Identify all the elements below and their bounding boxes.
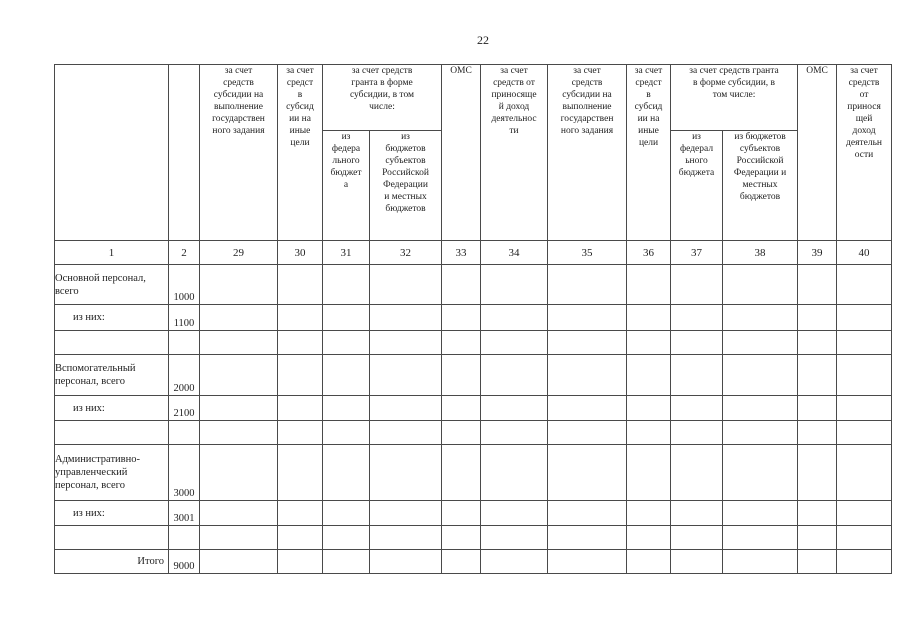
data-cell [481,305,548,331]
column-number: 34 [481,241,548,265]
data-cell [323,305,370,331]
data-cell [442,355,481,396]
data-cell [442,331,481,355]
row-code: 1000 [169,265,200,305]
data-cell [548,445,627,501]
data-cell [548,355,627,396]
data-cell [278,331,323,355]
data-cell [481,421,548,445]
data-cell [323,550,370,574]
data-cell [837,305,892,331]
data-cell [548,305,627,331]
data-cell [278,305,323,331]
data-cell [200,265,278,305]
data-cell [627,305,671,331]
data-cell [481,526,548,550]
data-cell [200,305,278,331]
data-cell [370,445,442,501]
data-cell [798,396,837,421]
row-label: Административно- управленческий персонал, всего [55,445,169,501]
row-code: 1100 [169,305,200,331]
row-label: из них: [55,305,169,331]
data-cell [723,501,798,526]
data-cell [323,265,370,305]
header-col39: ОМС [798,65,837,241]
data-cell [627,550,671,574]
data-cell [798,526,837,550]
table-row [55,445,892,501]
data-cell [370,396,442,421]
data-cell [200,526,278,550]
data-cell [200,421,278,445]
row-label: Вспомогательный персонал, всего [55,355,169,396]
row-code: 2000 [169,355,200,396]
data-cell [200,550,278,574]
data-cell [837,445,892,501]
data-cell [671,445,723,501]
data-cell [627,445,671,501]
data-cell [200,355,278,396]
header-row-top [55,65,892,131]
data-cell [442,265,481,305]
data-cell [671,550,723,574]
header-col35: за счет средств субсидии на выполнение государствен ного задания [548,65,627,241]
table-row [55,421,892,445]
data-cell [671,265,723,305]
data-cell [442,550,481,574]
data-cell [548,526,627,550]
data-cell [323,421,370,445]
column-number: 2 [169,241,200,265]
column-number: 37 [671,241,723,265]
data-cell [370,355,442,396]
data-cell [548,550,627,574]
data-cell [278,265,323,305]
data-cell [278,396,323,421]
row-code: 3000 [169,445,200,501]
table-row [55,396,892,421]
staff-table [54,64,892,574]
data-cell [798,421,837,445]
data-cell [723,355,798,396]
column-number: 36 [627,241,671,265]
data-cell [798,445,837,501]
row-label: Основной персонал, всего [55,265,169,305]
data-cell [627,421,671,445]
column-number: 31 [323,241,370,265]
data-cell [481,445,548,501]
row-code: 2100 [169,396,200,421]
data-cell [370,526,442,550]
data-cell [442,305,481,331]
data-cell [627,355,671,396]
column-number: 38 [723,241,798,265]
data-cell [671,305,723,331]
data-cell [548,265,627,305]
data-cell [323,331,370,355]
data-cell [723,526,798,550]
data-cell [278,421,323,445]
data-cell [442,501,481,526]
data-cell [442,526,481,550]
data-cell [370,501,442,526]
header-grant-group-a: за счет средств гранта в форме субсидии, в том числе: [323,65,442,131]
header-col2 [169,65,200,241]
data-cell [723,396,798,421]
data-cell [798,331,837,355]
data-cell [481,355,548,396]
data-cell [200,331,278,355]
table-row [55,355,892,396]
data-cell [723,265,798,305]
data-cell [627,331,671,355]
row-code: 3001 [169,501,200,526]
header-col33: ОМС [442,65,481,241]
data-cell [837,501,892,526]
data-cell [370,305,442,331]
data-cell [370,550,442,574]
row-label: из них: [55,396,169,421]
row-label: Итого [55,550,169,574]
header-col38: из бюджетов субъектов Российской Федерации и местных бюджетов [723,131,798,241]
data-cell [798,265,837,305]
data-cell [627,396,671,421]
column-number: 35 [548,241,627,265]
data-cell [671,421,723,445]
row-code [169,331,200,355]
row-code [169,526,200,550]
data-cell [837,396,892,421]
data-cell [323,355,370,396]
table-row [55,550,892,574]
data-cell [723,550,798,574]
data-cell [671,526,723,550]
header-col36: за счет средст в субсид ии на иные цели [627,65,671,241]
data-cell [442,396,481,421]
data-cell [323,526,370,550]
table-row [55,526,892,550]
data-cell [278,526,323,550]
column-number: 29 [200,241,278,265]
header-col32: из бюджетов субъектов Российской Федерации и местных бюджетов [370,131,442,241]
data-cell [481,265,548,305]
column-number: 30 [278,241,323,265]
data-cell [323,445,370,501]
table-row [55,305,892,331]
column-number: 33 [442,241,481,265]
data-cell [723,445,798,501]
data-cell [481,396,548,421]
data-cell [481,550,548,574]
column-number-row [55,241,892,265]
data-cell [278,445,323,501]
row-label: из них: [55,501,169,526]
data-cell [370,265,442,305]
data-cell [548,396,627,421]
row-code: 9000 [169,550,200,574]
data-cell [200,445,278,501]
data-cell [798,355,837,396]
data-cell [671,355,723,396]
table-body [55,65,892,574]
data-cell [723,331,798,355]
table-row [55,501,892,526]
data-cell [370,421,442,445]
table-row [55,265,892,305]
data-cell [278,501,323,526]
header-col34: за счет средств от приносяще й доход деятельнос ти [481,65,548,241]
data-cell [798,550,837,574]
data-cell [837,526,892,550]
data-cell [323,396,370,421]
data-cell [481,501,548,526]
row-label [55,331,169,355]
header-col30: за счет средст в субсид ии на иные цели [278,65,323,241]
header-col31: из федера льного бюджет а [323,131,370,241]
row-label [55,421,169,445]
header-col40: за счет средств от принося щей доход деятельн ости [837,65,892,241]
data-cell [548,331,627,355]
data-cell [323,501,370,526]
data-cell [548,421,627,445]
column-number: 1 [55,241,169,265]
data-cell [548,501,627,526]
header-col37: из федерал ьного бюджета [671,131,723,241]
data-cell [442,445,481,501]
data-cell [627,265,671,305]
data-cell [278,355,323,396]
data-cell [278,550,323,574]
data-cell [837,550,892,574]
header-col29: за счет средств субсидии на выполнение государствен ного задания [200,65,278,241]
row-label [55,526,169,550]
data-cell [481,331,548,355]
data-cell [370,331,442,355]
data-cell [671,331,723,355]
data-cell [200,396,278,421]
data-cell [442,421,481,445]
column-number: 39 [798,241,837,265]
data-cell [798,305,837,331]
header-grant-group-b: за счет средств гранта в форме субсидии, в том числе: [671,65,798,131]
data-cell [837,331,892,355]
row-code [169,421,200,445]
data-cell [627,501,671,526]
data-cell [837,355,892,396]
header-col1 [55,65,169,241]
data-cell [837,265,892,305]
data-cell [723,421,798,445]
data-cell [837,421,892,445]
table-row [55,331,892,355]
data-cell [671,501,723,526]
page-number: 22 [477,33,489,47]
data-cell [627,526,671,550]
column-number: 32 [370,241,442,265]
column-number: 40 [837,241,892,265]
data-cell [671,396,723,421]
data-cell [200,501,278,526]
data-cell [798,501,837,526]
data-cell [723,305,798,331]
